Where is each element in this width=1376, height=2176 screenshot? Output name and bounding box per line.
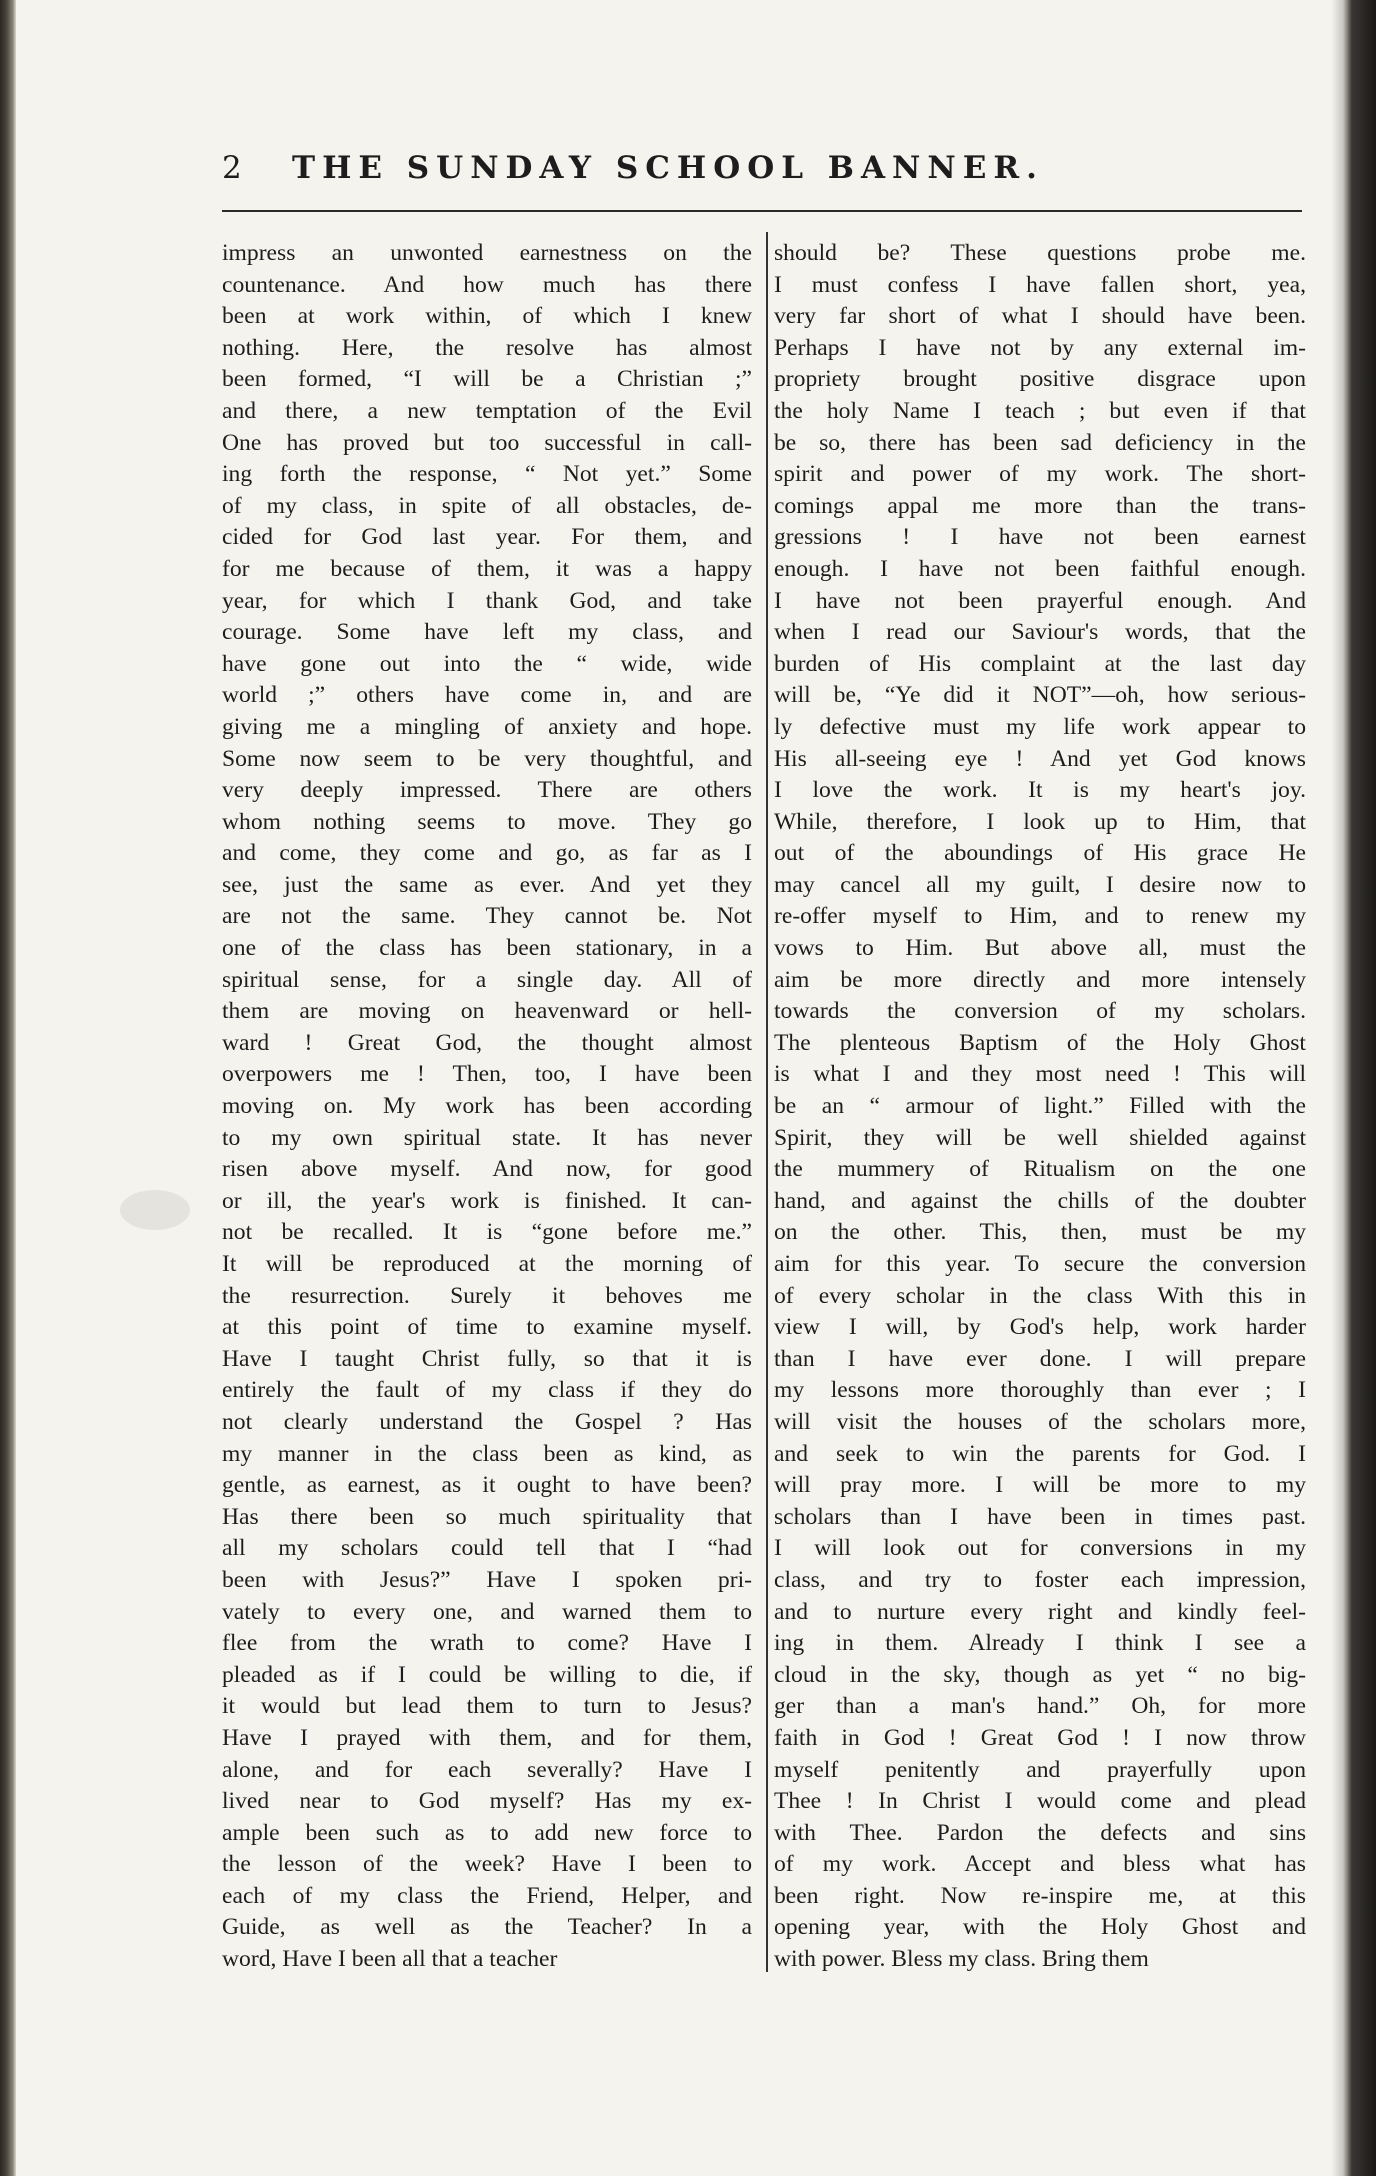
text-line: towards the conversion of my scholars. [774, 998, 1306, 1025]
text-line: overpowers me ! Then, too, I have been [222, 1061, 752, 1088]
text-line: been right. Now re-inspire me, at this [774, 1882, 1306, 1909]
page-header [222, 150, 1302, 196]
text-line: the resurrection. Surely it behoves me [222, 1282, 752, 1309]
text-line: I must confess I have fallen short, yea, [774, 271, 1306, 298]
text-line: the holy Name I teach ; but even if that [774, 397, 1306, 424]
text-line: faith in God ! Great God ! I now throw [774, 1724, 1306, 1751]
text-line: the mummery of Ritualism on the one [774, 1156, 1306, 1183]
text-line: vows to Him. But above all, must the [774, 935, 1306, 962]
text-line: impress an unwonted earnestness on the [222, 240, 752, 266]
text-line: and to nurture every right and kindly feel- [774, 1598, 1306, 1625]
text-line: not clearly understand the Gospel ? Has [222, 1408, 752, 1435]
text-line: at this point of time to examine myself. [222, 1314, 752, 1341]
text-line: them are moving on heavenward or hell- [222, 998, 752, 1025]
text-line: Perhaps I have not by any external im- [774, 334, 1306, 361]
text-line: the lesson of the week? Have I been to [222, 1851, 752, 1878]
text-line: countenance. And how much has there [222, 271, 752, 298]
text-line: spiritual sense, for a single day. All of [222, 966, 752, 993]
page-number: 2 [222, 150, 242, 186]
text-line: re-offer myself to Him, and to renew my [774, 903, 1306, 930]
text-line: it would but lead them to turn to Jesus? [222, 1693, 752, 1720]
text-line: aim be more directly and more intensely [774, 966, 1306, 993]
text-line: burden of His complaint at the last day [774, 650, 1306, 677]
text-line: on the other. This, then, must be my [774, 1219, 1306, 1246]
text-line: will pray more. I will be more to my [774, 1472, 1306, 1499]
text-line: when I read our Saviour's words, that the [774, 619, 1306, 646]
text-line: or ill, the year's work is finished. It can- [222, 1187, 752, 1214]
text-line: Some now seem to be very thoughtful, and [222, 745, 752, 772]
text-line: The plenteous Baptism of the Holy Ghost [774, 1029, 1306, 1056]
text-line: I love the work. It is my heart's joy. [774, 777, 1306, 804]
text-line: and there, a new temptation of the Evil [222, 397, 752, 424]
text-line: is what I and they most need ! This will [774, 1061, 1306, 1088]
text-line: all my scholars could tell that I “had [222, 1535, 752, 1562]
text-line: gressions ! I have not been earnest [774, 524, 1306, 551]
text-line: ly defective must my life work appear to [774, 713, 1306, 740]
text-line: alone, and for each severally? Have I [222, 1756, 752, 1783]
text-line: nothing. Here, the resolve has almost [222, 334, 752, 361]
text-line: be so, there has been sad deficiency in the [774, 429, 1306, 456]
text-line: ger than a man's hand.” Oh, for more [774, 1693, 1306, 1720]
running-title: THE SUNDAY SCHOOL BANNER. [292, 150, 1044, 186]
text-line: world ;” others have come in, and are [222, 682, 752, 709]
text-line: whom nothing seems to move. They go [222, 808, 752, 835]
text-line: scholars than I have been in times past. [774, 1503, 1306, 1530]
text-line: It will be reproduced at the morning of [222, 1251, 752, 1277]
text-line: to my own spiritual state. It has never [222, 1124, 752, 1151]
text-line: courage. Some have left my class, and [222, 619, 752, 646]
text-line: myself penitently and prayerfully upon [774, 1756, 1306, 1783]
text-line: I have not been prayerful enough. And [774, 587, 1306, 614]
text-line: While, therefore, I look up to Him, that [774, 808, 1306, 835]
text-line: Thee ! In Christ I would come and plead [774, 1788, 1306, 1815]
text-line: not be recalled. It is “gone before me.” [222, 1219, 752, 1246]
text-line: very deeply impressed. There are others [222, 777, 752, 804]
text-line: flee from the wrath to come? Have I [222, 1630, 752, 1657]
text-line: with power. Bless my class. Bring them [774, 1946, 1149, 1973]
text-line: ing in them. Already I think I see a [774, 1630, 1306, 1657]
text-line: vately to every one, and warned them to [222, 1598, 752, 1625]
text-line: enough. I have not been faithful enough. [774, 555, 1306, 582]
text-line: lived near to God myself? Has my ex- [222, 1788, 752, 1815]
text-line: I will look out for conversions in my [774, 1535, 1306, 1562]
text-line: comings appal me more than the trans- [774, 492, 1306, 519]
text-line: Spirit, they will be well shielded against [774, 1124, 1306, 1151]
text-line: year, for which I thank God, and take [222, 587, 752, 614]
text-line: ing forth the response, “ Not yet.” Some [222, 461, 752, 488]
text-line: ample been such as to add new force to [222, 1819, 752, 1846]
text-line: and seek to win the parents for God. I [774, 1440, 1306, 1467]
text-line: opening year, with the Holy Ghost and [774, 1914, 1306, 1941]
text-line: and come, they come and go, as far as I [222, 840, 752, 867]
text-line: of my work. Accept and bless what has [774, 1851, 1306, 1878]
text-line: will be, “Ye did it NOT”—oh, how serious- [774, 682, 1306, 709]
text-line: each of my class the Friend, Helper, and [222, 1882, 752, 1909]
text-line: spirit and power of my work. The short- [774, 461, 1306, 488]
text-line: class, and try to foster each impression, [774, 1566, 1306, 1593]
header-rule [222, 210, 1302, 212]
text-line: very far short of what I should have been. [774, 303, 1306, 330]
text-line: be an “ armour of light.” Filled with the [774, 1093, 1306, 1120]
text-line: than I have ever done. I will prepare [774, 1345, 1306, 1372]
text-line: moving on. My work has been according [222, 1093, 752, 1120]
text-line: of every scholar in the class With this in [774, 1282, 1306, 1309]
text-line: for me because of them, it was a happy [222, 555, 752, 582]
text-line: cloud in the sky, though as yet “ no big- [774, 1661, 1306, 1688]
text-line: my lessons more thoroughly than ever ; I [774, 1377, 1306, 1404]
text-line: been at work within, of which I knew [222, 303, 752, 330]
text-line: hand, and against the chills of the doubter [774, 1187, 1306, 1214]
text-line: risen above myself. And now, for good [222, 1156, 752, 1183]
text-line: one of the class has been stationary, in a [222, 935, 752, 962]
text-line: His all-seeing eye ! And yet God knows [774, 745, 1306, 772]
text-line: my manner in the class been as kind, as [222, 1440, 752, 1467]
text-line: ward ! Great God, the thought almost [222, 1029, 752, 1056]
text-line: pleaded as if I could be willing to die, if [222, 1661, 752, 1688]
text-column-left [222, 238, 752, 1976]
text-line: Have I taught Christ fully, so that it is [222, 1345, 752, 1372]
text-line: have gone out into the “ wide, wide [222, 650, 752, 677]
text-line: entirely the fault of my class if they do [222, 1377, 752, 1404]
text-line: out of the aboundings of His grace He [774, 840, 1306, 867]
text-line: been formed, “I will be a Christian ;” [222, 366, 752, 393]
text-line: been with Jesus?” Have I spoken pri- [222, 1566, 752, 1593]
text-line: gentle, as earnest, as it ought to have been? [222, 1472, 752, 1499]
text-line: may cancel all my guilt, I desire now to [774, 871, 1306, 898]
text-line: are not the same. They cannot be. Not [222, 903, 752, 930]
book-binding-edge [0, 0, 16, 2176]
column-divider [766, 232, 768, 1972]
text-line: One has proved but too successful in call- [222, 429, 752, 456]
text-line: Has there been so much spirituality that [222, 1503, 752, 1530]
text-line: Have I prayed with them, and for them, [222, 1724, 752, 1751]
text-line: with Thee. Pardon the defects and sins [774, 1819, 1306, 1846]
text-line: of my class, in spite of all obstacles, de- [222, 492, 752, 519]
text-line: Guide, as well as the Teacher? In a [222, 1914, 752, 1941]
paper-speck [120, 1190, 190, 1230]
text-line: see, just the same as ever. And yet they [222, 871, 752, 898]
text-line: word, Have I been all that a teacher [222, 1946, 558, 1973]
text-line: view I will, by God's help, work harder [774, 1314, 1306, 1341]
page-shadow-edge [1332, 0, 1376, 2176]
text-column-right [774, 238, 1306, 1976]
text-line: aim for this year. To secure the conversion [774, 1251, 1306, 1277]
text-line: cided for God last year. For them, and [222, 524, 752, 551]
text-line: giving me a mingling of anxiety and hope. [222, 713, 752, 740]
text-line: propriety brought positive disgrace upon [774, 366, 1306, 393]
text-line: will visit the houses of the scholars more, [774, 1408, 1306, 1435]
text-line: should be? These questions probe me. [774, 240, 1306, 266]
